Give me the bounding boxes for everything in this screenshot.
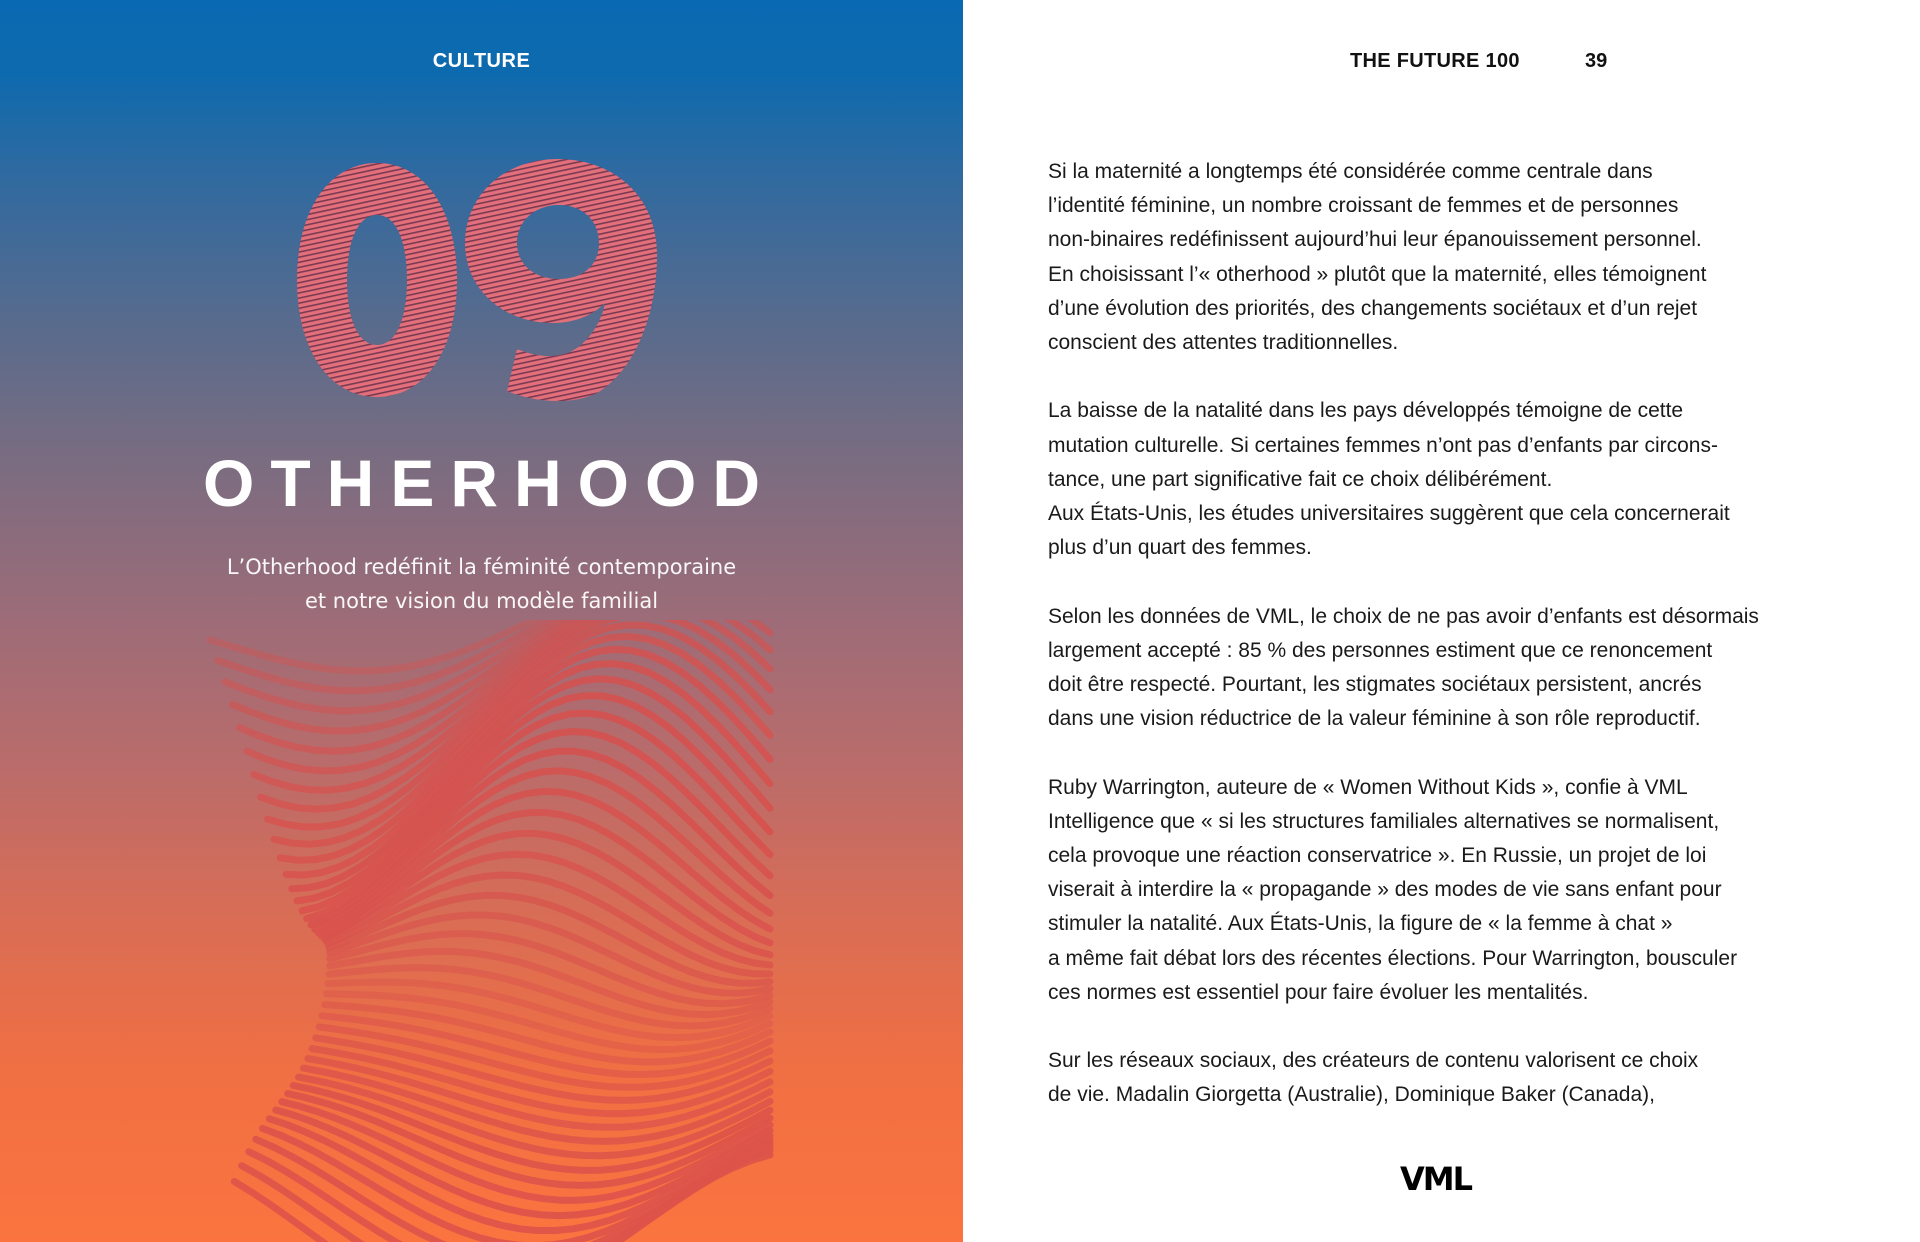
text-line: Selon les données de VML, le choix de ne pas avoir d’enfants est désormais <box>1048 604 1759 628</box>
text-line: l’identité féminine, un nombre croissant de femmes et de personnes <box>1048 194 1679 218</box>
text-line: En choisissant l’« otherhood » plutôt que la maternité, elles témoignent <box>1048 262 1707 286</box>
page-number: 39 <box>1585 50 1608 72</box>
text-line: plus d’un quart des femmes. <box>1048 536 1312 560</box>
digit-nine-shape <box>465 159 657 401</box>
subtitle-line: et notre vision du modèle familial <box>304 589 659 613</box>
paragraph <box>1048 1044 1868 1112</box>
text-line: doit être respecté. Pourtant, les stigmates sociétaux persistent, ancrés <box>1048 673 1702 697</box>
text-line: non-binaires redéfinissent aujourd’hui leur épanouissement personnel. <box>1048 228 1702 252</box>
text-line: stimuler la natalité. Aux États-Unis, la figure de « la femme à chat » <box>1048 912 1673 936</box>
text-line: Aux États-Unis, les études universitaires suggèrent que cela concernerait <box>1048 502 1730 526</box>
running-head: THE FUTURE 100 <box>1350 50 1520 72</box>
text-line: dans une vision réductrice de la valeur féminine à son rôle reproductif. <box>1048 707 1701 731</box>
text-line: La baisse de la natalité dans les pays développés témoigne de cette <box>1048 399 1684 423</box>
trend-title: OTHERHOOD <box>203 446 776 520</box>
section-label: CULTURE <box>432 50 531 72</box>
text-line: viserait à interdire la « propagande » des modes de vie sans enfant pour <box>1048 878 1722 902</box>
text-line: Sur les réseaux sociaux, des créateurs de contenu valorisent ce choix <box>1048 1049 1699 1073</box>
text-line: mutation culturelle. Si certaines femmes n’ont pas d’enfants par circons- <box>1048 433 1718 457</box>
text-line: cela provoque une réaction conservatrice ». En Russie, un projet de loi <box>1048 844 1707 868</box>
striped-wave-illustration <box>200 620 963 1242</box>
text-line: de vie. Madalin Giorgetta (Australie), Dominique Baker (Canada), <box>1048 1083 1655 1107</box>
paragraph <box>1048 771 1868 1010</box>
text-line: ces normes est essentiel pour faire évoluer les mentalités. <box>1048 980 1589 1004</box>
text-line: d’une évolution des priorités, des changements sociétaux et d’un rejet <box>1048 296 1698 320</box>
digit-zero-shape <box>297 163 457 397</box>
trend-number-graphic <box>295 155 675 405</box>
paragraph <box>1048 155 1868 360</box>
text-line: conscient des attentes traditionnelles. <box>1048 331 1399 355</box>
trend-subtitle <box>0 550 963 618</box>
paragraph <box>1048 394 1868 565</box>
text-line: tance, une part significative fait ce choix délibérément. <box>1048 467 1553 491</box>
text-line: Si la maternité a longtemps été considérée comme centrale dans <box>1048 160 1653 183</box>
text-line: a même fait débat lors des récentes élections. Pour Warrington, bousculer <box>1048 946 1738 970</box>
text-line: largement accepté : 85 % des personnes estiment que ce renoncement <box>1048 638 1713 662</box>
paragraph <box>1048 600 1868 737</box>
text-line: Intelligence que « si les structures familiales alternatives se normalisent, <box>1048 809 1720 833</box>
vml-logo: VML <box>1400 1160 1471 1198</box>
text-line: Ruby Warrington, auteure de « Women Without Kids », confie à VML <box>1048 775 1688 799</box>
right-page <box>963 0 1920 1242</box>
subtitle-line: L’Otherhood redéfinit la féminité contemporaine <box>226 555 737 579</box>
article-body <box>1048 155 1868 1147</box>
